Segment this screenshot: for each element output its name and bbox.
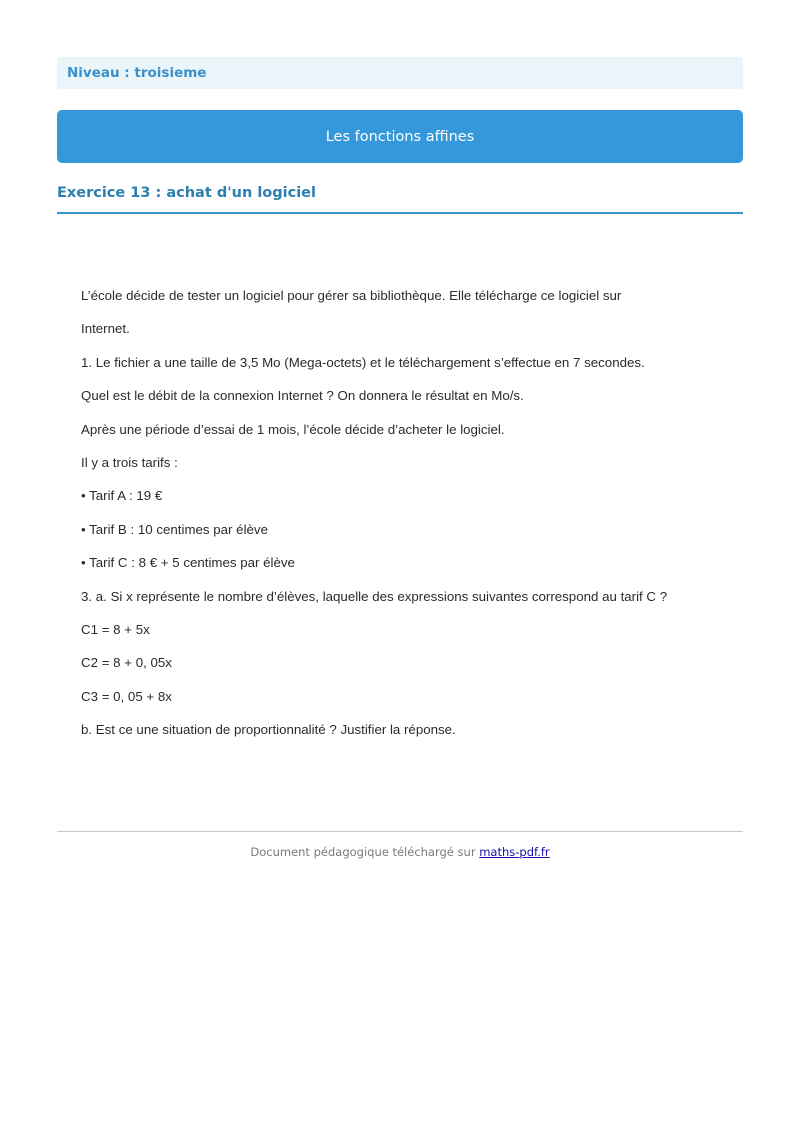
level-box xyxy=(57,57,743,89)
footer xyxy=(57,845,743,859)
topic-banner xyxy=(57,110,743,163)
tarif-a-line: • Tarif A : 19 € xyxy=(81,488,163,504)
expression-c1: C1 = 8 + 5x xyxy=(81,621,150,637)
statement-line: L’école décide de tester un logiciel pour gérer sa bibliothèque. Elle télécharge ce logiciel sur xyxy=(81,288,622,303)
title-divider xyxy=(57,212,743,214)
topic-title: Les fonctions affines xyxy=(325,128,475,145)
exercise-title: Exercice 13 : achat d'un logiciel xyxy=(57,185,316,201)
statement-line: Il y a trois tarifs : xyxy=(81,454,178,470)
statement-line: Quel est le débit de la connexion Internet ? On donnera le résultat en Mo/s. xyxy=(81,388,524,404)
statement-line: b. Est ce une situation de proportionnalité ? Justifier la réponse. xyxy=(81,722,456,738)
exercise-statement xyxy=(81,286,721,753)
tarif-c-line: • Tarif C : 8 € + 5 centimes par élève xyxy=(81,555,295,571)
level-label: Niveau : troisieme xyxy=(67,65,207,81)
statement-line: 3. a. Si x représente le nombre d’élèves, laquelle des expressions suivantes correspond au tarif C ? xyxy=(81,588,668,604)
expression-c2: C2 = 8 + 0, 05x xyxy=(81,655,172,671)
statement-line: Internet. xyxy=(81,321,130,337)
statement-line: 1. Le fichier a une taille de 3,5 Mo (Mega-octets) et le téléchargement s’effectue en 7 secondes. xyxy=(81,354,645,370)
statement-line: Après une période d’essai de 1 mois, l’école décide d’acheter le logiciel. xyxy=(81,421,505,437)
footer-text: Document pédagogique téléchargé sur xyxy=(250,845,480,859)
expression-c3: C3 = 0, 05 + 8x xyxy=(81,688,172,704)
tarif-b-line: • Tarif B : 10 centimes par élève xyxy=(81,521,268,537)
footer-link[interactable]: maths-pdf.fr xyxy=(479,845,550,859)
footer-divider xyxy=(57,831,743,832)
